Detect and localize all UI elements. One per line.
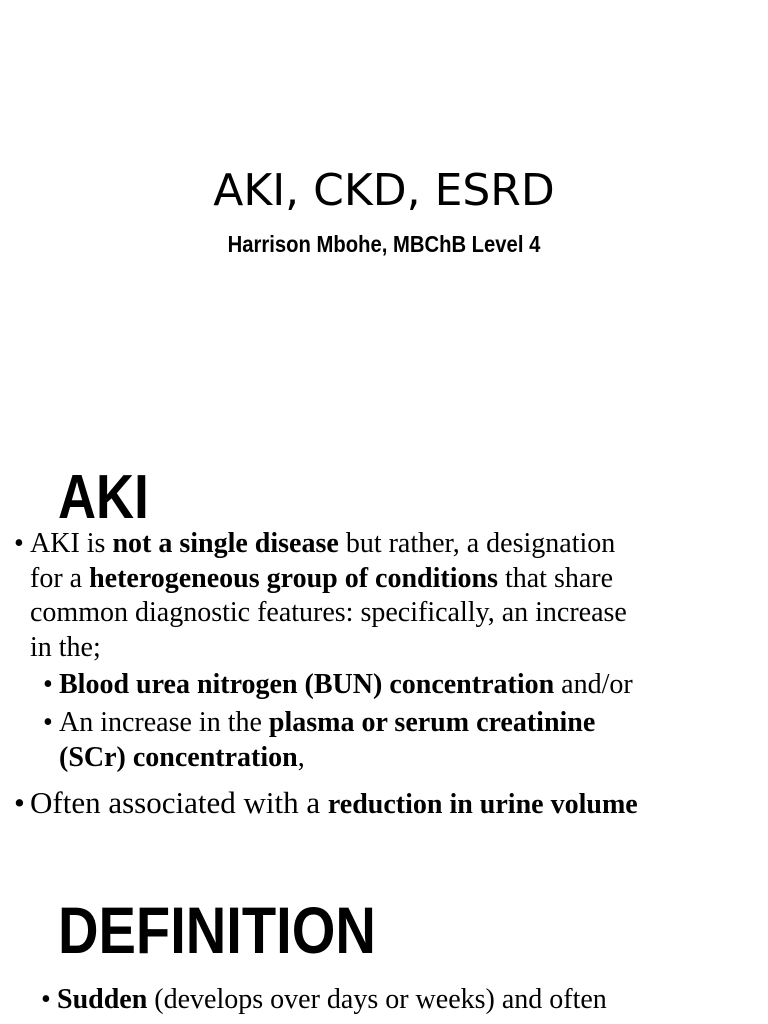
bullet-dot: • bbox=[41, 984, 51, 1015]
aki-sub-bullet-1: • Blood urea nitrogen (BUN) concentration and/or bbox=[43, 668, 633, 703]
aki-bullet-1 bbox=[14, 527, 627, 665]
definition-bullet-1: • Sudden (develops over days or weeks) and often bbox=[41, 983, 607, 1018]
aki-bullet-1-line-3: common diagnostic features: specifically, an increase bbox=[30, 597, 627, 628]
aki-bullet-1-line-4: in the; bbox=[30, 631, 101, 663]
aki-bullet-1-line-1: AKI is not a single disease but rather, a designation bbox=[30, 528, 616, 559]
aki-bullet-1-line-2: for a heterogeneous group of conditions that share bbox=[30, 562, 614, 594]
bullet-dot: • bbox=[14, 528, 24, 559]
slide-subtitle: Harrison Mbohe, MBChB Level 4 bbox=[227, 231, 541, 257]
aki-heading: AKI bbox=[58, 463, 149, 532]
aki-sub-bullet-2: • An increase in the plasma or serum creatinine (SCr) concentration, bbox=[43, 707, 596, 773]
bullet-dot: • bbox=[14, 785, 25, 820]
bullet-dot: • bbox=[43, 669, 53, 700]
bullet-dot: • bbox=[43, 707, 53, 738]
aki-bullet-2: • Often associated with a reduction in urine volume bbox=[14, 785, 638, 820]
slide-title: AKI, CKD, ESRD bbox=[213, 165, 555, 216]
definition-heading: DEFINITION bbox=[58, 893, 376, 967]
